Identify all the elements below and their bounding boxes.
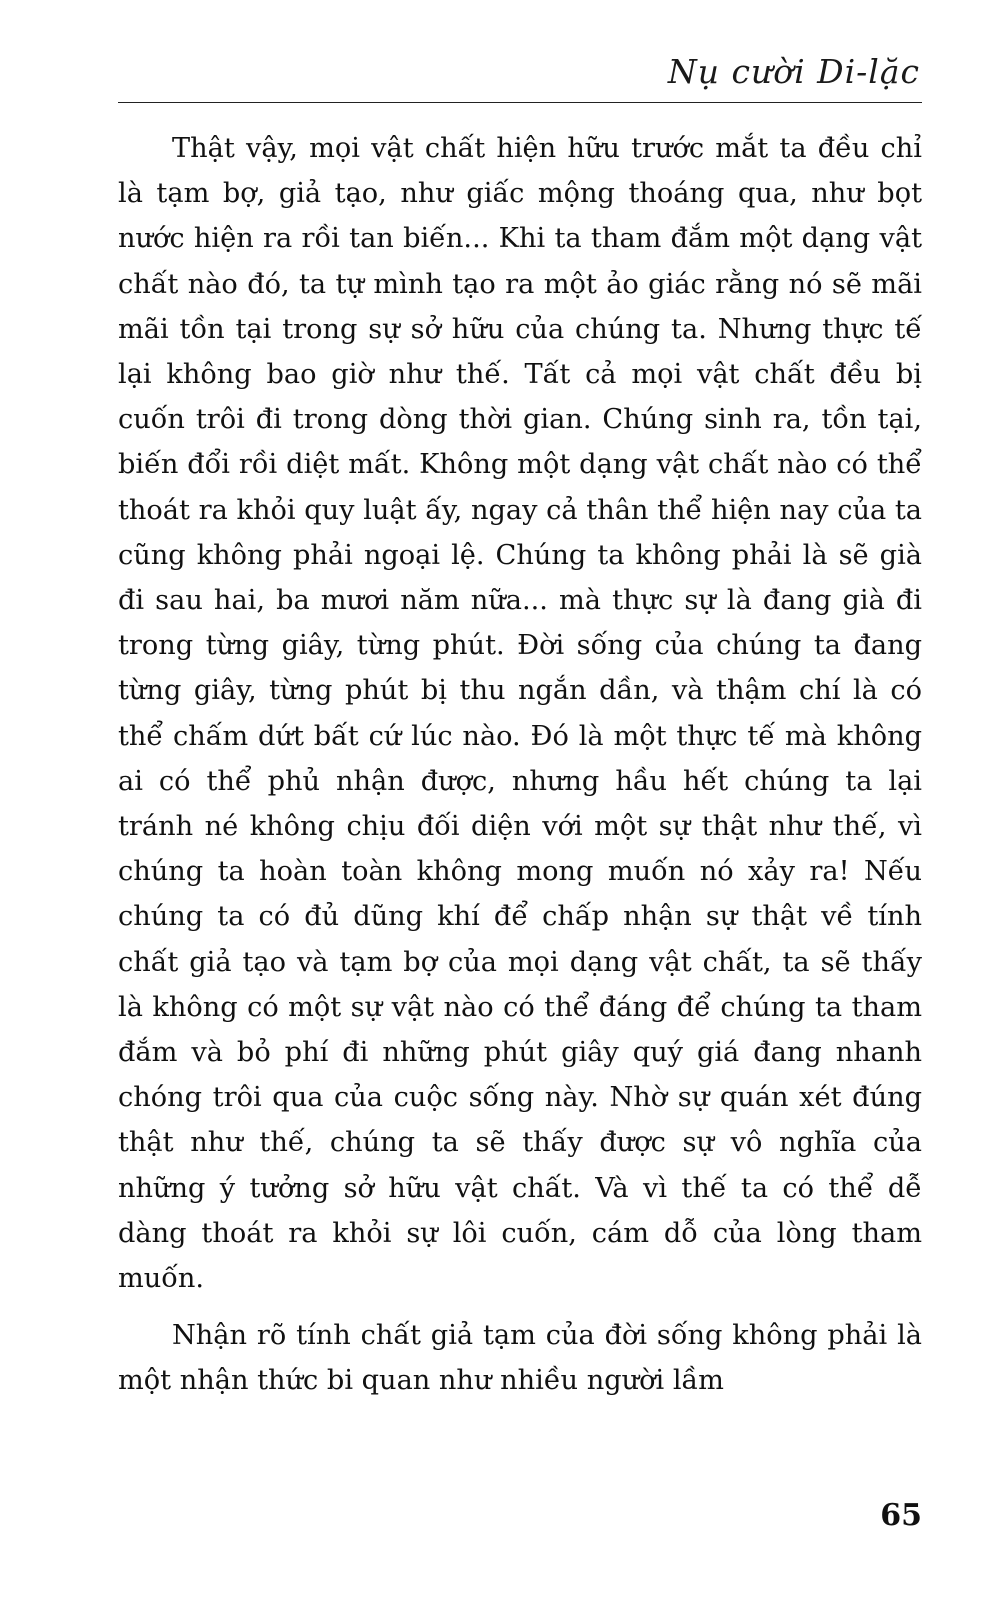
- paragraph: Thật vậy, mọi vật chất hiện hữu trước mắt ta đều chỉ là tạm bợ, giả tạo, như giấc mộng thoáng qua, như bọt nước hiện ra rồi tan biến... Khi ta tham đắm một dạng vật chất nào đó, ta tự mình tạo ra một ảo giác rằng nó sẽ mãi mãi tồn tại trong sự sở hữu của chúng ta. Nhưng thực tế lại không bao giờ như thế. Tất cả mọi vật chất đều bị cuốn trôi đi trong dòng thời gian. Chúng sinh ra, tồn tại, biến đổi rồi diệt mất. Không một dạng vật chất nào có thể thoát ra khỏi quy luật ấy, ngay cả thân thể hiện nay của ta cũng không phải ngoại lệ. Chúng ta không phải là sẽ già đi sau hai, ba mươi năm nữa... mà thực sự là đang già đi trong từng giây, từng phút. Đời sống của chúng ta đang từng giây, từng phút bị thu ngắn dần, và thậm chí là có thể chấm dứt bất cứ lúc nào. Đó là một thực tế mà không ai có thể phủ nhận được, nhưng hầu hết chúng ta lại tránh né không chịu đối diện với một sự thật như thế, vì chúng ta hoàn toàn không mong muốn nó xảy ra! Nếu chúng ta có đủ dũng khí để chấp nhận sự thật về tính chất giả tạo và tạm bợ của mọi dạng vật chất, ta sẽ thấy là không có một sự vật nào có thể đáng để chúng ta tham đắm và bỏ phí đi những phút giây quý giá đang nhanh chóng trôi qua của cuộc sống này. Nhờ sự quán xét đúng thật như thế, chúng ta sẽ thấy được sự vô nghĩa của những ý tưởng sở hữu vật chất. Và vì thế ta có thể dễ dàng thoát ra khỏi sự lôi cuốn, cám dỗ của lòng tham muốn.: [118, 133, 922, 1295]
- page-number: 65: [880, 1498, 922, 1533]
- paragraph: Nhận rõ tính chất giả tạm của đời sống không phải là một nhận thức bi quan như nhiều người lầm: [118, 1320, 922, 1397]
- running-header: [118, 48, 922, 103]
- book-title: Nụ cười Di-lặc: [667, 52, 920, 91]
- body-text: [118, 126, 922, 1404]
